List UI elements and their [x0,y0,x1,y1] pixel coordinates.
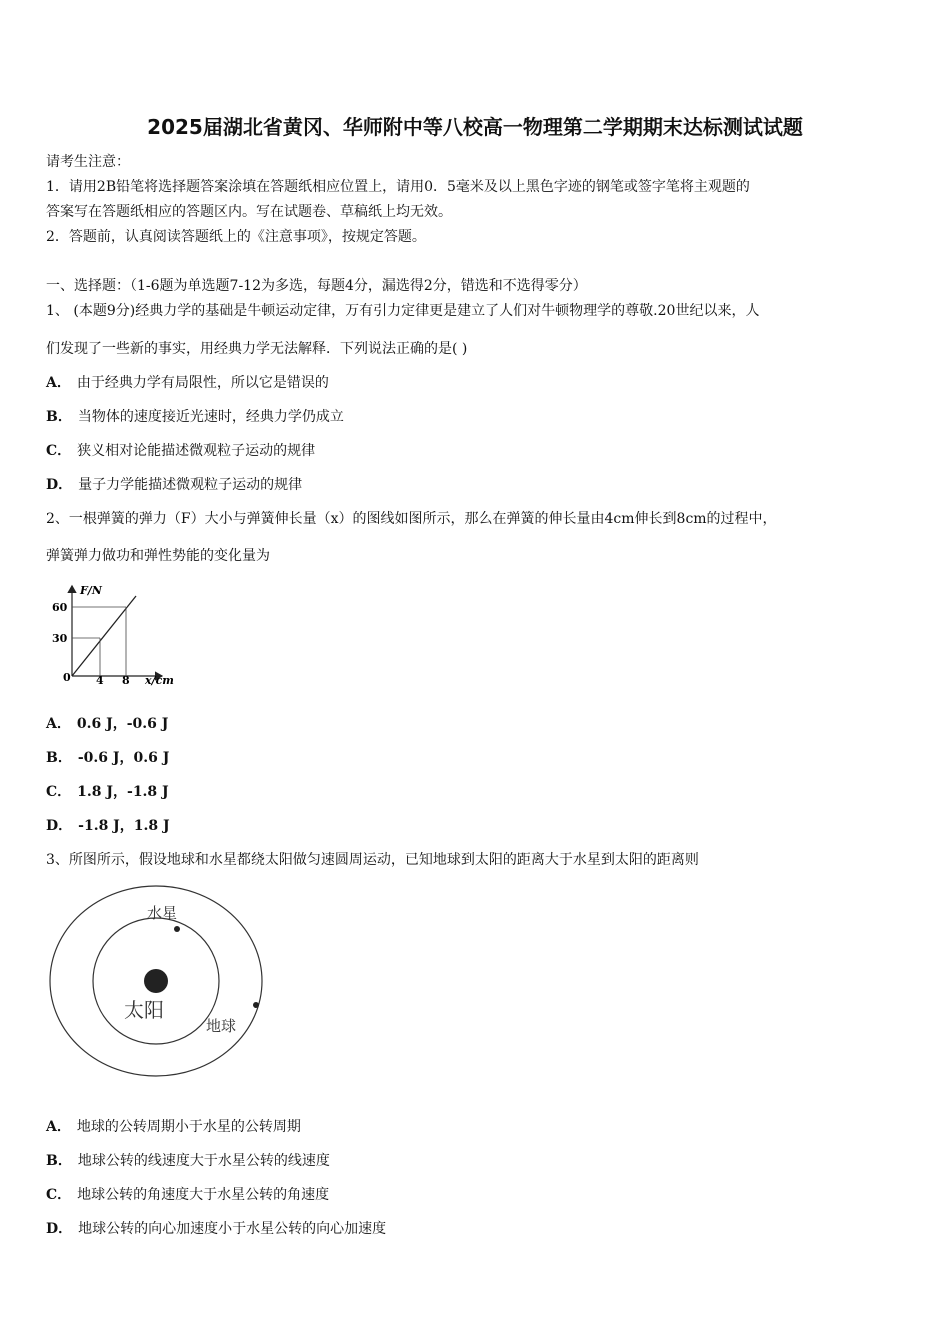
notice-item-1-line-2: 答案写在答题纸相应的答题区内。写在试题卷、草稿纸上均无效。 [46,204,452,220]
option-label: C． [46,443,72,459]
y-tick-30: 30 [52,632,68,645]
option-text: 地球公转的角速度大于水星公转的角速度 [77,1187,330,1203]
earth-label: 地球 [206,1017,237,1035]
option-label: B． [46,750,72,766]
q3-option-b [46,1152,330,1170]
option-label: D． [46,818,73,834]
section-heading: 一、选择题：（1-6题为单选题7-12为多选，每题4分，漏选得2分，错选和不选得零分） [46,278,587,294]
q2-option-b [46,749,175,767]
q1-option-b [46,408,344,426]
page-title: 2025届湖北省黄冈、华师附中等八校高一物理第二学期期末达标测试试题 [147,115,803,139]
q1-stem-line-2: 们发现了一些新的事实，用经典力学无法解释．下列说法正确的是( ) [46,341,468,357]
q2-stem-line-1: 2、一根弹簧的弹力（F）大小与弹簧伸长量（x）的图线如图所示，那么在弹簧的伸长量由4cm伸长到8cm的过程中， [46,511,777,527]
option-label: A． [46,375,71,391]
option-label: D． [46,477,73,493]
option-label: A． [46,1119,71,1135]
y-tick-60: 60 [52,601,68,614]
q3-option-a [46,1118,301,1136]
q2-option-d [46,817,176,835]
option-text: 0.6 J，-0.6 J [76,716,169,732]
q1-option-d [46,476,302,494]
q1-stem-line-1: 1、 (本题9分)经典力学的基础是牛顿运动定律，万有引力定律更是建立了人们对牛顿物理学的尊敬.20世纪以来，人 [46,303,760,319]
notice-item-1-line-1: 1．请用2B铅笔将选择题答案涂填在答题纸相应位置上，请用0．5毫米及以上黑色字迹的钢笔或签字笔将主观题的 [46,179,750,195]
x-tick-8: 8 [122,674,130,687]
y-axis-label: F/N [80,584,102,597]
option-text: 狭义相对论能描述微观粒子运动的规律 [77,443,316,459]
option-text: -0.6 J，0.6 J [77,750,170,766]
notice-heading: 请考生注意： [46,154,130,170]
earth-icon [253,1002,259,1008]
q2-option-a [46,715,174,733]
q3-option-d [46,1220,386,1238]
option-label: A． [46,716,71,732]
q3-option-c [46,1186,329,1204]
option-text: 地球公转的向心加速度小于水星公转的向心加速度 [78,1221,387,1237]
option-label: C． [46,784,72,800]
q2-stem-line-2: 弹簧弹力做功和弹性势能的变化量为 [46,548,270,564]
option-label: B． [46,409,72,425]
notice-item-2: 2．答题前，认真阅读答题纸上的《注意事项》，按规定答题。 [46,229,426,245]
orbit-diagram [46,884,276,1084]
option-text: 由于经典力学有局限性，所以它是错误的 [76,375,329,391]
q1-option-a [46,374,329,392]
option-text: -1.8 J，1.8 J [78,818,170,834]
option-label: C． [46,1187,72,1203]
spring-force-graph [44,580,184,692]
x-axis-label: x/cm [145,674,174,687]
q2-option-c [46,783,175,801]
option-text: 量子力学能描述微观粒子运动的规律 [78,477,303,493]
option-text: 1.8 J，-1.8 J [77,784,169,800]
mercury-icon [174,926,180,932]
option-text: 当物体的速度接近光速时，经典力学仍成立 [77,409,344,425]
x-tick-4: 4 [96,674,104,687]
q3-stem: 3、所图所示，假设地球和水星都绕太阳做匀速圆周运动，已知地球到太阳的距离大于水星到太阳的距离则 [46,852,699,868]
sun-label: 太阳 [124,998,164,1022]
option-text: 地球的公转周期小于水星的公转周期 [76,1119,301,1135]
sun-icon [144,969,168,993]
option-text: 地球公转的线速度大于水星公转的线速度 [77,1153,330,1169]
option-label: B． [46,1153,72,1169]
origin-label: 0 [63,671,71,684]
option-label: D． [46,1221,73,1237]
mercury-label: 水星 [147,904,178,922]
q1-option-c [46,442,315,460]
